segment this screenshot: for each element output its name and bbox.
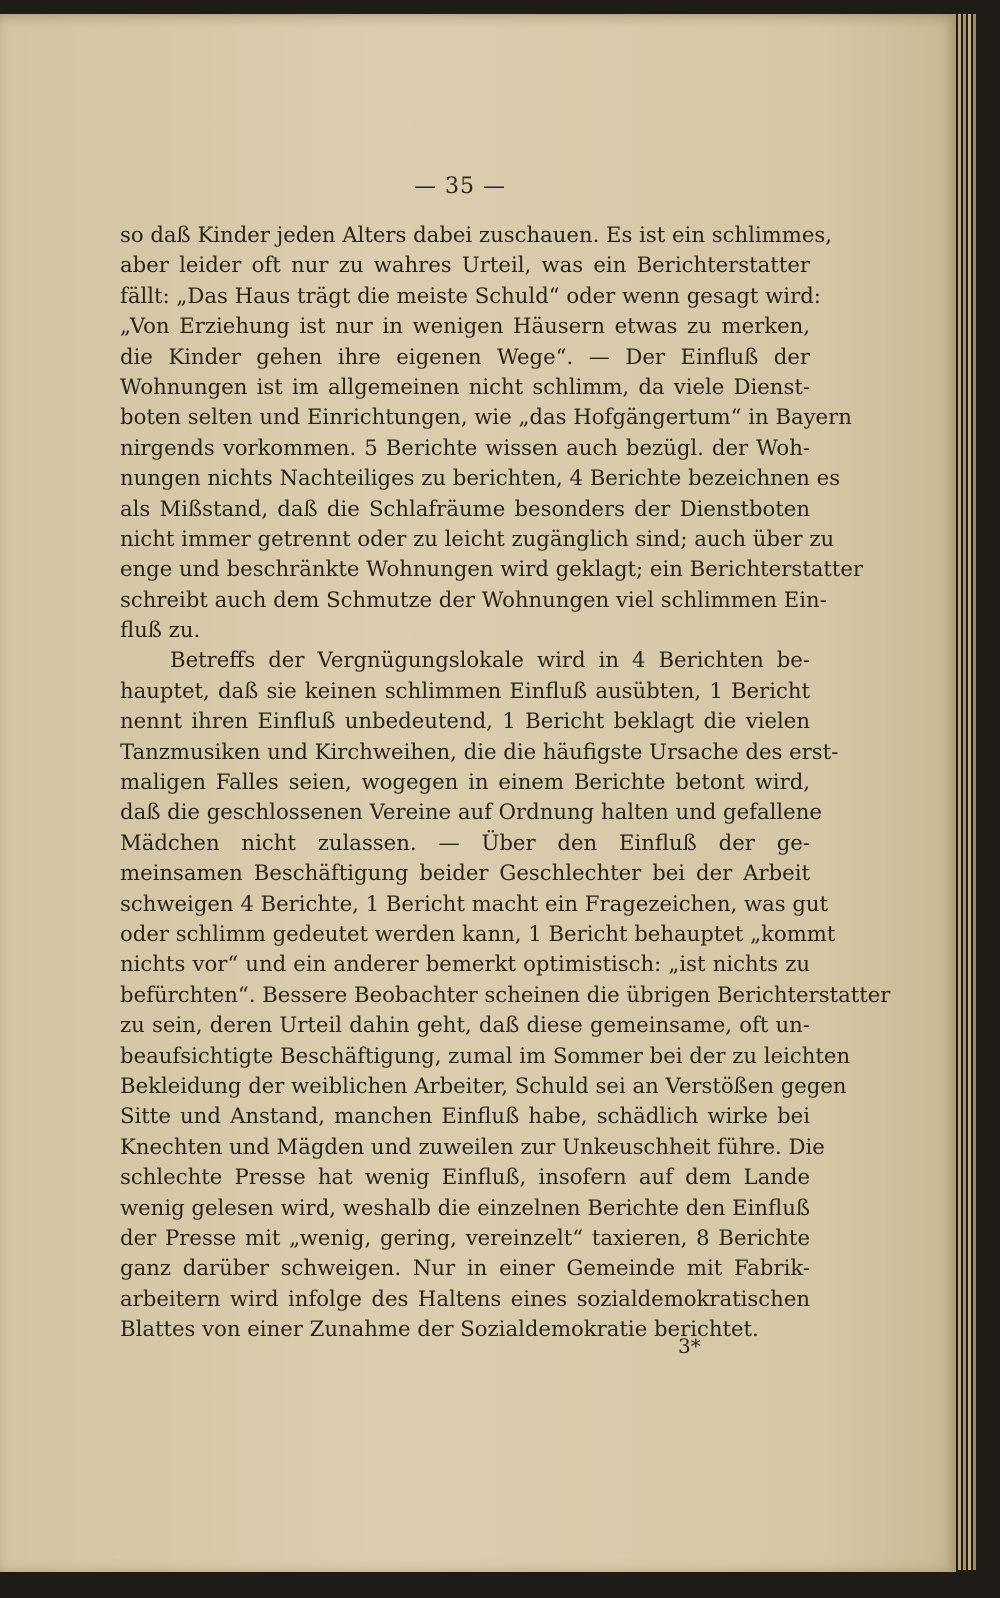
text-line: Blattes von einer Zunahme der Sozialdemokratie berichtet. — [120, 1316, 759, 1342]
text-line: fällt: „Das Haus trägt die meiste Schuld“ oder wenn gesagt wird: — [120, 282, 821, 308]
text-line: meinsamen Beschäftigung beider Geschlechter bei der Arbeit — [120, 860, 810, 886]
text-line: nichts vor“ und ein anderer bemerkt optimistisch: „ist nichts zu — [120, 951, 810, 977]
text-line: arbeitern wird infolge des Haltens eines sozialdemokratischen — [120, 1285, 810, 1311]
page-edge — [968, 14, 971, 1570]
text-line: hauptet, daß sie keinen schlimmen Einfluß ausübten, 1 Bericht — [120, 677, 810, 703]
page-edge — [958, 14, 961, 1570]
text-line: nirgends vorkommen. 5 Berichte wissen auch bezügl. der Woh- — [120, 434, 810, 460]
text-line: befürchten“. Bessere Beobachter scheinen die übrigen Berichterstatter — [120, 981, 891, 1007]
text-line: als Mißstand, daß die Schlafräume besonders der Dienstboten — [120, 495, 810, 521]
text-line: nicht immer getrennt oder zu leicht zugänglich sind; auch über zu — [120, 525, 835, 551]
signature-mark: 3* — [678, 1334, 701, 1358]
text-line: so daß Kinder jeden Alters dabei zuschauen. Es ist ein schlimmes, — [120, 222, 832, 247]
text-line: schreibt auch dem Schmutze der Wohnungen viel schlimmen Ein- — [120, 586, 827, 612]
page-edge — [973, 14, 976, 1570]
page-number: — 35 — — [414, 174, 506, 199]
text-line: der Presse mit „wenig, gering, vereinzelt“ taxieren, 8 Berichte — [120, 1224, 810, 1250]
text-line: ganz darüber schweigen. Nur in einer Gemeinde mit Fabrik- — [120, 1255, 810, 1281]
text-line: schweigen 4 Berichte, 1 Bericht macht ein Fragezeichen, was gut — [120, 890, 829, 916]
text-line: Mädchen nicht zulassen. — Über den Einfluß der ge- — [120, 829, 810, 855]
text-line: zu sein, deren Urteil dahin geht, daß diese gemeinsame, oft un- — [120, 1012, 810, 1038]
text-line: „Von Erziehung ist nur in wenigen Häusern etwas zu merken, — [120, 313, 810, 339]
text-line: maligen Falles seien, wogegen in einem Berichte betont wird, — [120, 769, 810, 795]
text-line: wenig gelesen wird, weshalb die einzelnen Berichte den Einfluß — [120, 1194, 810, 1220]
text-line: schlechte Presse hat wenig Einfluß, insofern auf dem Lande — [120, 1164, 810, 1190]
text-line: daß die geschlossenen Vereine auf Ordnung halten und gefallene — [120, 799, 822, 825]
book-page — [0, 14, 956, 1572]
text-line: nungen nichts Nachteiliges zu berichten, 4 Berichte bezeichnen es — [120, 465, 841, 491]
text-line: enge und beschränkte Wohnungen wird geklagt; ein Berichterstatter — [120, 556, 864, 582]
text-line: die Kinder gehen ihre eigenen Wege“. — Der Einfluß der — [120, 343, 810, 369]
page-edge — [963, 14, 966, 1570]
text-line: nennt ihren Einfluß unbedeutend, 1 Bericht beklagt die vielen — [120, 708, 810, 734]
body-text — [120, 220, 891, 1344]
text-line: Knechten und Mägden und zuweilen zur Unkeuschheit führe. Die — [120, 1133, 825, 1159]
text-line: beaufsichtigte Beschäftigung, zumal im Sommer bei der zu leichten — [120, 1042, 851, 1068]
text-line: aber leider oft nur zu wahres Urteil, was ein Berichterstatter — [120, 252, 810, 278]
text-line: Tanzmusiken und Kirchweihen, die die häufigste Ursache des erst- — [120, 738, 839, 764]
text-line: Wohnungen ist im allgemeinen nicht schlimm, da viele Dienst- — [120, 373, 810, 399]
text-line: Betreffs der Vergnügungslokale wird in 4 Berichten be- — [170, 647, 810, 673]
text-line: oder schlimm gedeutet werden kann, 1 Bericht behauptet „kommt — [120, 920, 836, 946]
text-line: fluß zu. — [120, 617, 201, 643]
text-line: Sitte und Anstand, manchen Einfluß habe, schädlich wirke bei — [120, 1103, 810, 1129]
text-line: boten selten und Einrichtungen, wie „das Hofgängertum“ in Bayern — [120, 404, 852, 430]
text-line: Bekleidung der weiblichen Arbeiter, Schuld sei an Verstößen gegen — [120, 1072, 847, 1098]
